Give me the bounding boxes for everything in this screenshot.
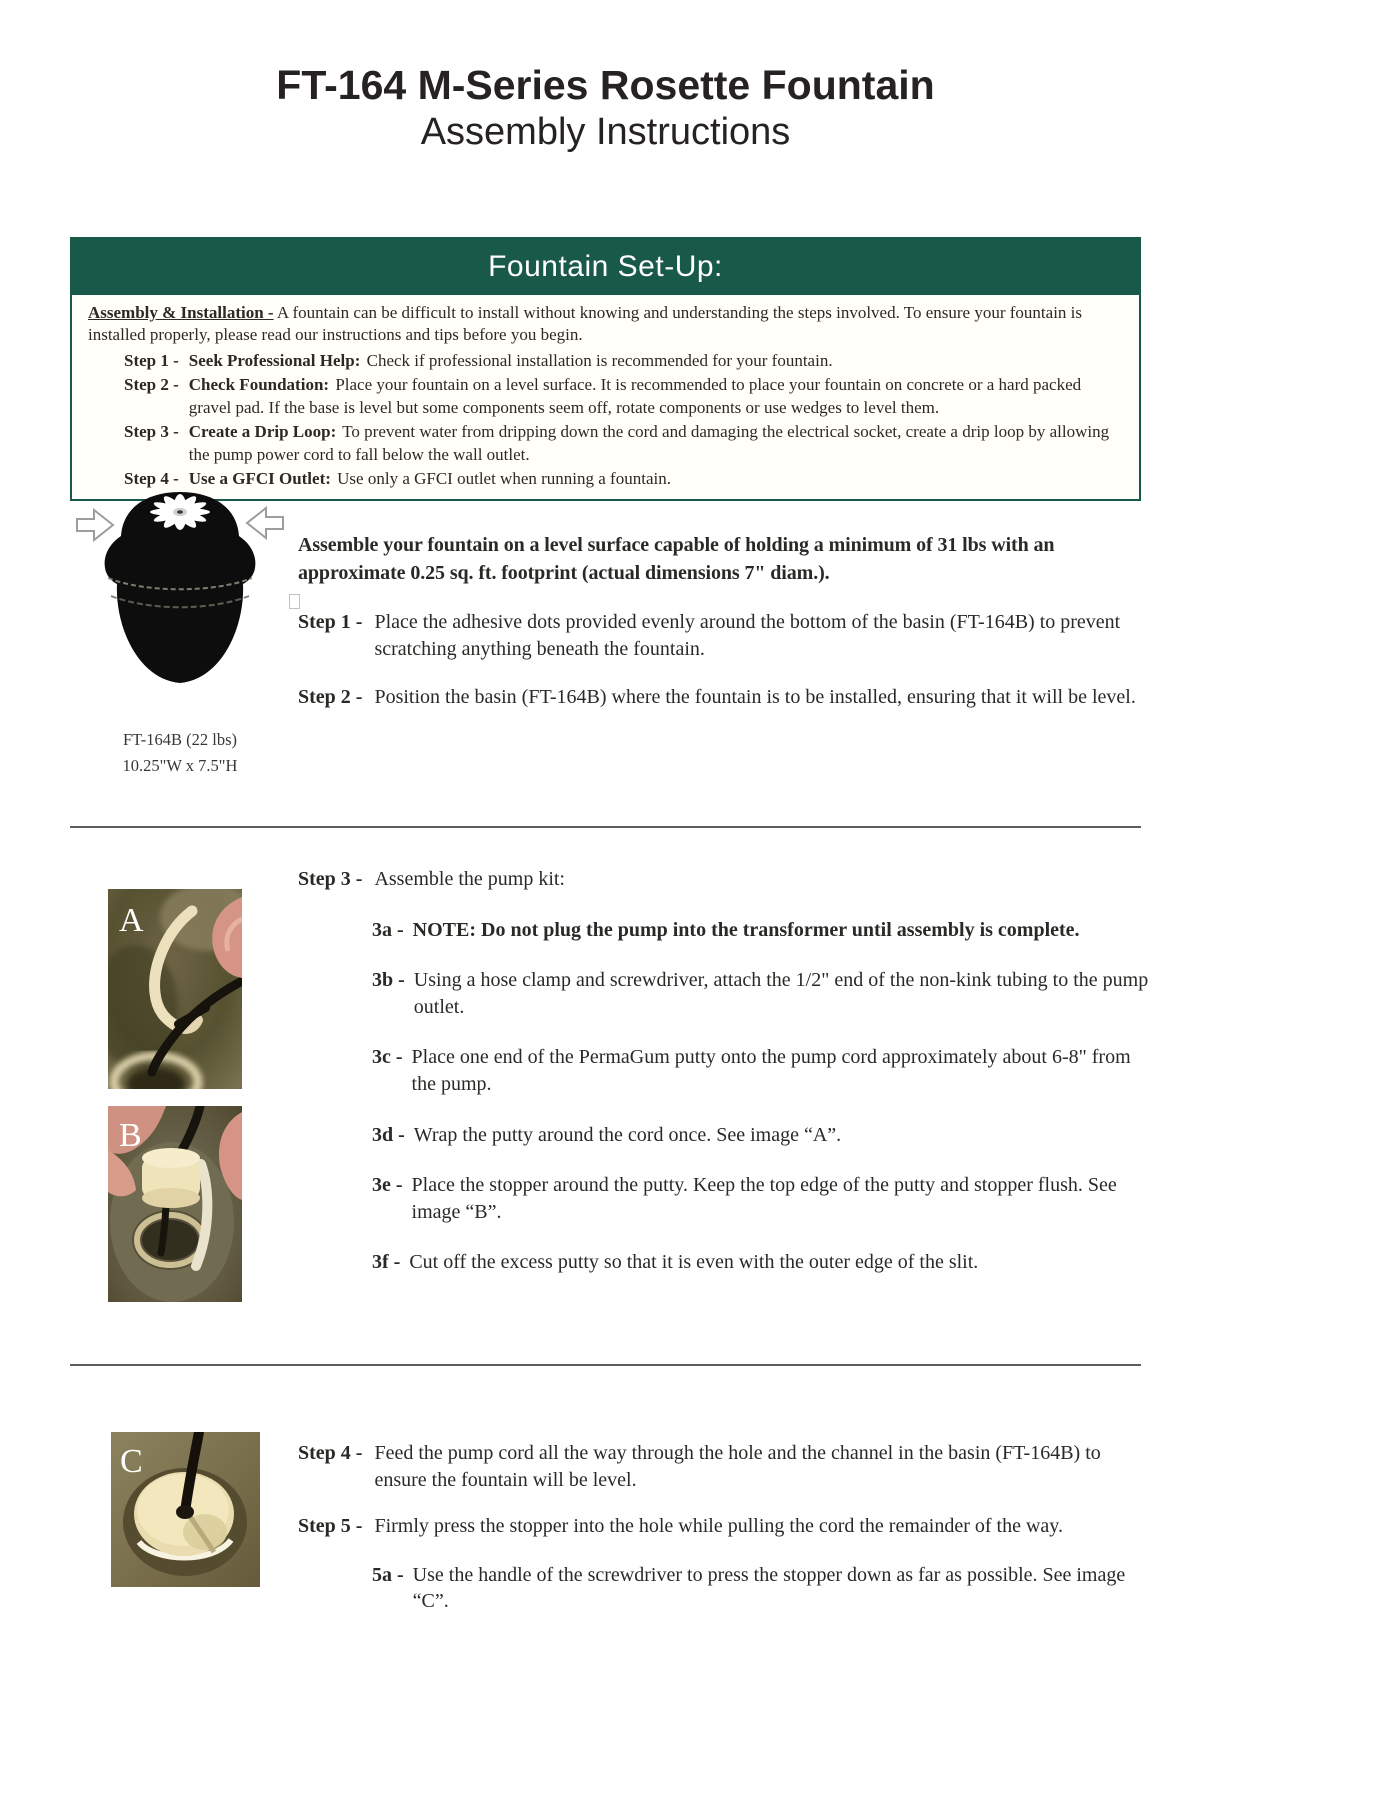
photo-a-label: A [119, 902, 144, 939]
setup-step-body: To prevent water from dripping down the cord and damaging the electrical socket, create a drip loop by allowing the pump power cord to fall below the wall outlet. [188, 422, 1110, 464]
setup-step-text [189, 374, 1125, 419]
step-text: Feed the pump cord all the way through the hole and the channel in the basin (FT-164B) to ensure the fountain will be level. [374, 1442, 1101, 1491]
setup-step-body: Check if professional installation is recommended for your fountain. [366, 350, 833, 370]
step-text: Firmly press the stopper into the hole while pulling the cord the remainder of the way. [374, 1515, 1063, 1538]
section1-step-2 [298, 684, 1143, 711]
setup-step-label: Step 4 - [124, 469, 179, 489]
section2-text [298, 866, 1150, 1276]
substep-label: 3a - [372, 918, 404, 941]
setup-intro [88, 302, 1125, 347]
substep-label: 3c - [372, 1046, 403, 1069]
basin-caption-line1: FT-164B (22 lbs) [123, 730, 237, 749]
substep-3b [372, 967, 1150, 1020]
substep-label: 3d - [372, 1123, 405, 1146]
photo-b-image [108, 1106, 242, 1302]
substep-3f [372, 1249, 1150, 1276]
step-label: Step 5 - [298, 1515, 363, 1538]
substep-text: Wrap the putty around the cord once. See image “A”. [413, 1123, 842, 1146]
photo-b [108, 1106, 242, 1302]
substep-text: Place one end of the PermaGum putty onto the pump cord approximately about 6-8" from the pump. [411, 1046, 1131, 1095]
section3-step-4 [298, 1440, 1146, 1493]
section1-text [298, 532, 1143, 711]
substep-label: 5a - [372, 1563, 404, 1586]
setup-step-body: Use only a GFCI outlet when running a fountain. [337, 469, 671, 489]
setup-step-body: Place your fountain on a level surface. It is recommended to place your fountain on concrete or a hard packed gravel pad. If the base is level but some components seem off, rotate components or use wedges to level them. [188, 375, 1082, 417]
setup-step-topic: Use a GFCI Outlet: [188, 469, 331, 489]
photo-c-image [111, 1432, 260, 1587]
setup-step-text [189, 350, 833, 372]
step-text: Place the adhesive dots provided evenly around the bottom of the basin (FT-164B) to prevent scratching anything beneath the fountain. [374, 611, 1121, 660]
setup-step-topic: Seek Professional Help: [188, 350, 361, 370]
substep-3c [372, 1044, 1150, 1097]
section3-step-5 [298, 1513, 1146, 1540]
substep-3a [372, 917, 1150, 944]
substep-text: Use the handle of the screwdriver to press the stopper down as far as possible. See image “C”. [412, 1563, 1126, 1613]
page-subtitle: Assembly Instructions [420, 111, 791, 154]
step-label: Step 4 - [298, 1442, 363, 1464]
substep-label: 3f - [372, 1251, 401, 1274]
setup-step-topic: Create a Drip Loop: [188, 422, 337, 442]
setup-step-1 [124, 350, 1125, 372]
setup-box-body [72, 295, 1139, 491]
substep-5a [372, 1562, 1146, 1615]
setup-box-header: Fountain Set-Up: [72, 239, 1139, 295]
title-block [70, 62, 1141, 155]
substep-label: 3e - [372, 1174, 403, 1197]
substep-text: Place the stopper around the putty. Keep the top edge of the putty and stopper flush. See image “B”. [411, 1174, 1117, 1223]
section-divider [70, 826, 1141, 828]
step-label: Step 3 - [298, 868, 363, 890]
substep-text: NOTE: Do not plug the pump into the transformer until assembly is complete. [412, 918, 1080, 941]
substep-text: Using a hose clamp and screwdriver, attach the 1/2" end of the non-kink tubing to the pump outlet. [413, 969, 1149, 1018]
section1-step-1 [298, 609, 1143, 662]
substep-3d [372, 1122, 1150, 1149]
setup-step-label: Step 2 - [124, 375, 179, 395]
stopper-shape [142, 1148, 200, 1208]
photo-c [111, 1432, 260, 1587]
step-label: Step 2 - [298, 686, 363, 709]
section3-text [298, 1440, 1146, 1615]
left-arrow-icon [77, 510, 113, 540]
step-text: Assemble the pump kit: [374, 868, 565, 890]
substep-3e [372, 1172, 1150, 1225]
photo-c-label: C [120, 1443, 143, 1480]
setup-step-text [189, 421, 1125, 466]
step-text: Position the basin (FT-164B) where the fountain is to be installed, ensuring that it will be level. [374, 686, 1136, 709]
substep-label: 3b - [372, 969, 405, 992]
photo-a [108, 889, 242, 1089]
setup-step-label: Step 3 - [124, 422, 179, 442]
photo-a-image [108, 889, 242, 1089]
right-arrow-icon [247, 508, 283, 538]
setup-step-label: Step 1 - [124, 350, 179, 370]
setup-intro-label: Assembly & Installation - [88, 303, 274, 322]
section-divider [70, 1364, 1141, 1366]
basin-figure [74, 487, 286, 778]
step-label: Step 1 - [298, 611, 363, 634]
substep-text: Cut off the excess putty so that it is even with the outer edge of the slit. [409, 1251, 979, 1274]
setup-step-2 [124, 374, 1125, 419]
setup-step-3 [124, 421, 1125, 466]
basin-caption [74, 727, 286, 778]
page-title: FT-164 M-Series Rosette Fountain [276, 62, 935, 108]
basin-caption-line2: 10.25"W x 7.5"H [122, 755, 238, 775]
fountain-setup-box [70, 237, 1141, 501]
setup-step-topic: Check Foundation: [188, 375, 330, 395]
setup-intro-text: A fountain can be difficult to install without knowing and understanding the steps involved. To ensure your fountain is installed properly, please read our instructions and tips before you begin. [88, 303, 1083, 345]
basin-illustration [74, 487, 286, 703]
section1-intro: Assemble your fountain on a level surface capable of holding a minimum of 31 lbs with an approximate 0.25 sq. ft. footprint (actual dimensions 7" diam.). [298, 534, 1055, 584]
section2-step-3 [298, 866, 1150, 893]
photo-b-label: B [119, 1117, 142, 1154]
